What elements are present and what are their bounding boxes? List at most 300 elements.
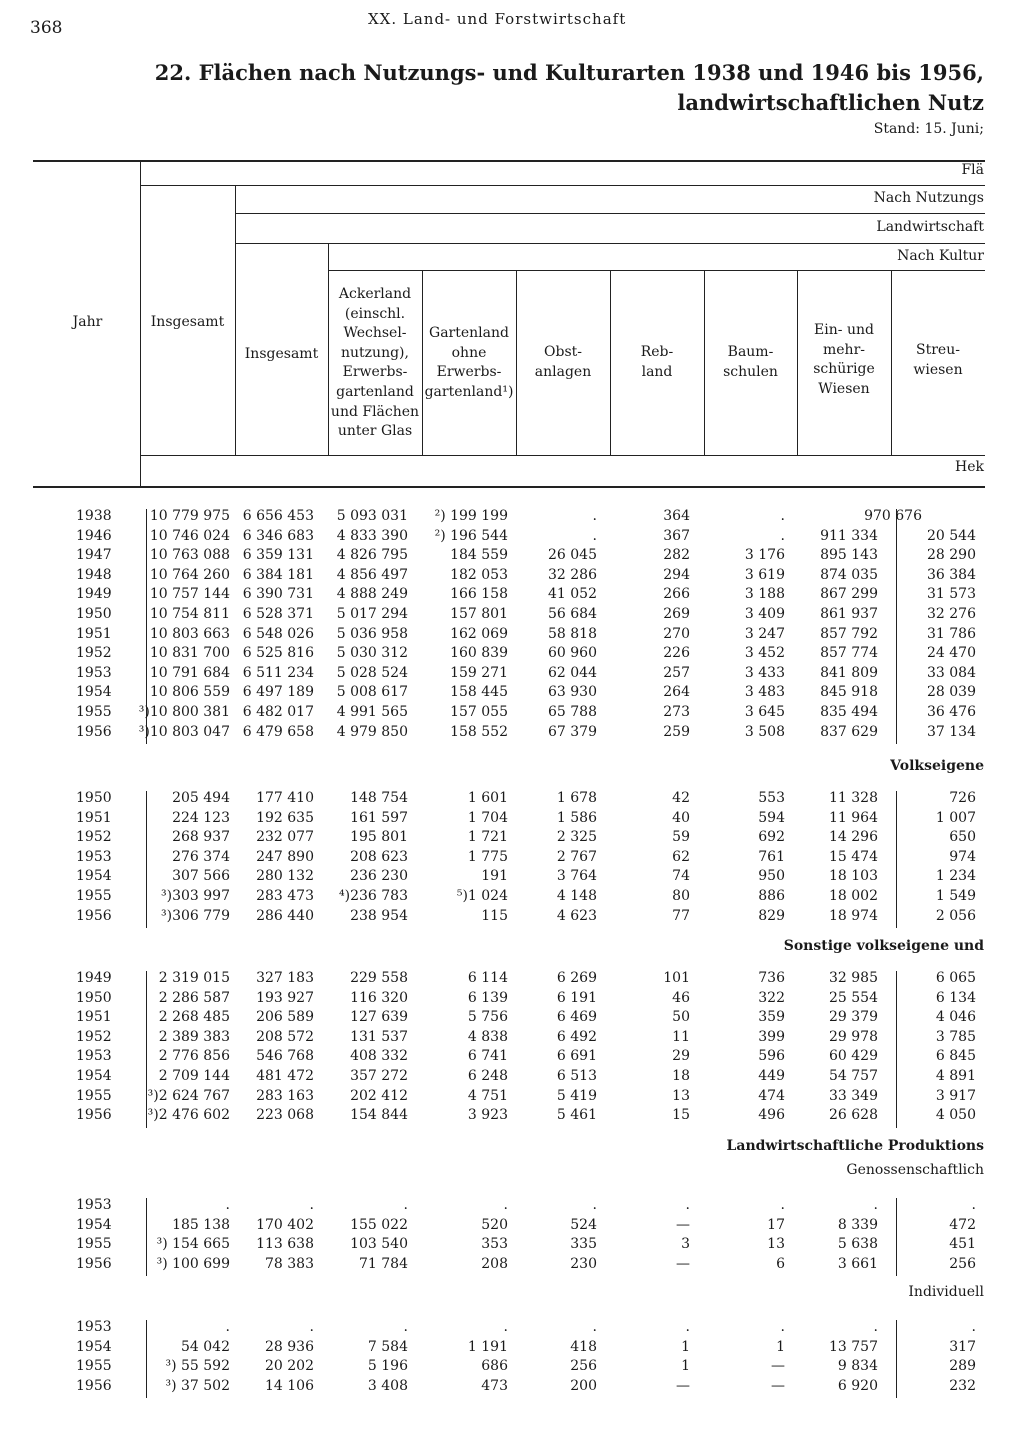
- cell-insgesamt: 2 709 144: [158, 1068, 230, 1084]
- kultur-rule: [328, 270, 985, 271]
- year-cell: 1938: [76, 508, 112, 524]
- cell-rebland: 18: [672, 1068, 690, 1084]
- cell-streuwiesen: 289: [949, 1358, 976, 1375]
- cell-wiesen: 895 143: [820, 547, 878, 564]
- section-year-rule: [146, 1198, 147, 1276]
- cell-baumschulen: 496: [758, 1107, 785, 1124]
- cell-streuwiesen: 974: [949, 848, 976, 865]
- cell-baumschulen: —: [771, 1377, 785, 1394]
- cell-wiesen: 26 628: [829, 1107, 878, 1124]
- cell-obstanlagen: 1 678: [556, 790, 597, 806]
- header-line: Ein- und: [814, 322, 874, 338]
- cell-insgesamt: 224 123: [172, 809, 230, 826]
- section-wiesen-rule: [896, 791, 897, 928]
- cell-lw-insgesamt: 232 077: [256, 829, 314, 846]
- cell-ackerland: 3 408: [367, 1377, 408, 1394]
- cell-insgesamt: 10 779 975: [149, 508, 230, 524]
- cell-gartenland: 157 055: [450, 704, 508, 720]
- year-cell: 1953: [76, 664, 112, 681]
- cell-streuwiesen: 317: [949, 1338, 976, 1355]
- cell-obstanlagen: 418: [570, 1338, 597, 1355]
- header-line: wiesen: [913, 361, 963, 378]
- cell-lw-insgesamt: 28 936: [265, 1338, 314, 1355]
- year-cell: 1956: [76, 1255, 112, 1272]
- table-title: 22. Flächen nach Nutzungs- und Kulturarten 1938 und 1946 bis 1956,: [154, 60, 984, 85]
- year-cell: 1955: [76, 888, 112, 904]
- cell-wiesen: .: [873, 1319, 878, 1335]
- header-streuwiesen: [891, 341, 985, 380]
- cell-lw-insgesamt: 6 548 026: [242, 625, 314, 642]
- cell-baumschulen: 449: [758, 1068, 785, 1084]
- cell-wiesen: 845 918: [820, 684, 878, 701]
- cell-rebland: 46: [672, 989, 690, 1006]
- cell-streuwiesen: 31 573: [927, 586, 976, 603]
- cell-ackerland: .: [403, 1319, 408, 1335]
- cell-obstanlagen: 1 586: [556, 809, 597, 826]
- cell-obstanlagen: 4 148: [556, 888, 597, 904]
- year-cell: 1947: [76, 547, 112, 564]
- cell-baumschulen: 1: [776, 1338, 785, 1355]
- cell-wiesen: 29 978: [829, 1028, 878, 1045]
- header-line: gartenland¹): [424, 383, 514, 400]
- cell-ackerland: 7 584: [367, 1338, 408, 1355]
- cell-insgesamt: ³)2 476 602: [147, 1107, 230, 1124]
- cell-gartenland: 4 838: [467, 1028, 508, 1045]
- cell-insgesamt: ³)303 997: [161, 888, 230, 904]
- cell-baumschulen: .: [780, 508, 785, 524]
- header-line: ohne: [451, 344, 487, 361]
- cell-ackerland: 5 030 312: [336, 645, 408, 662]
- cell-gartenland: 5 756: [467, 1009, 508, 1026]
- cell-ackerland: 5 028 524: [336, 664, 408, 681]
- cell-rebland: 59: [672, 829, 690, 846]
- cell-gartenland: 1 721: [467, 829, 508, 846]
- year-cell: 1954: [76, 868, 112, 885]
- header-nach-nutzungs: Nach Nutzungs: [873, 190, 984, 206]
- year-cell: 1950: [76, 606, 112, 622]
- cell-ackerland: 5 017 294: [336, 606, 408, 622]
- header-rebland: [610, 343, 704, 382]
- cell-ackerland: 127 639: [350, 1009, 408, 1026]
- cell-gartenland: 6 139: [467, 989, 508, 1006]
- cell-wiesen: 11 328: [829, 790, 878, 806]
- cell-insgesamt: 10 763 088: [149, 547, 230, 564]
- cell-streuwiesen: 4 046: [935, 1009, 976, 1026]
- cell-lw-insgesamt: 6 359 131: [242, 547, 314, 564]
- year-cell: 1949: [76, 970, 112, 986]
- cell-wiesen: .: [873, 1197, 878, 1213]
- cell-rebland: 269: [663, 606, 690, 622]
- cell-wiesen: 54 757: [829, 1068, 878, 1084]
- cell-wiesen: 857 792: [820, 625, 878, 642]
- cell-obstanlagen: 62 044: [548, 664, 597, 681]
- cell-lw-insgesamt: 113 638: [256, 1236, 314, 1253]
- year-cell: 1953: [76, 1319, 112, 1335]
- cell-obstanlagen: 6 691: [556, 1048, 597, 1065]
- cell-obstanlagen: 6 191: [556, 989, 597, 1006]
- cell-lw-insgesamt: 177 410: [256, 790, 314, 806]
- cell-streuwiesen: 2 056: [935, 907, 976, 924]
- page-number: 368: [30, 18, 63, 38]
- cell-insgesamt: 2 389 383: [158, 1028, 230, 1045]
- cell-obstanlagen: 230: [570, 1255, 597, 1272]
- cell-obstanlagen: .: [592, 508, 597, 524]
- cell-streuwiesen: 1 007: [935, 809, 976, 826]
- cell-lw-insgesamt: .: [309, 1319, 314, 1335]
- cell-gartenland: 6 114: [467, 970, 508, 986]
- cell-streuwiesen: 726: [949, 790, 976, 806]
- cell-gartenland: 166 158: [450, 586, 508, 603]
- cell-insgesamt: ³) 55 592: [165, 1358, 230, 1375]
- year-cell: 1955: [76, 1087, 112, 1104]
- cell-ackerland: 229 558: [350, 970, 408, 986]
- header-line: Wiesen: [818, 380, 870, 397]
- cell-lw-insgesamt: 247 890: [256, 848, 314, 865]
- cell-gartenland: 1 775: [467, 848, 508, 865]
- cell-rebland: 50: [672, 1009, 690, 1026]
- cell-insgesamt: 10 806 559: [149, 684, 230, 701]
- cell-baumschulen: —: [771, 1358, 785, 1375]
- cell-gartenland: 208: [481, 1255, 508, 1272]
- running-header: XX. Land- und Forstwirtschaft: [368, 10, 627, 28]
- cell-rebland: .: [685, 1319, 690, 1335]
- cell-insgesamt: 185 138: [172, 1216, 230, 1233]
- cell-baumschulen: 736: [758, 970, 785, 986]
- cell-wiesen: 18 974: [829, 907, 878, 924]
- cell-lw-insgesamt: 206 589: [256, 1009, 314, 1026]
- cell-gartenland: .: [503, 1197, 508, 1213]
- cell-obstanlagen: 58 818: [548, 625, 597, 642]
- cell-obstanlagen: 67 379: [548, 723, 597, 740]
- cell-obstanlagen: 41 052: [548, 586, 597, 603]
- year-cell: 1951: [76, 1009, 112, 1026]
- cell-baumschulen: 3 188: [744, 586, 785, 603]
- cell-streuwiesen: 451: [949, 1236, 976, 1253]
- year-cell: 1955: [76, 1236, 112, 1253]
- cell-streuwiesen: 24 470: [927, 645, 976, 662]
- cell-gartenland: 158 552: [450, 723, 508, 740]
- cell-obstanlagen: 63 930: [548, 684, 597, 701]
- cell-gartenland: 1 704: [467, 809, 508, 826]
- cell-lw-insgesamt: 170 402: [256, 1216, 314, 1233]
- cell-baumschulen: 13: [767, 1236, 785, 1253]
- cell-ackerland: 5 008 617: [336, 684, 408, 701]
- cell-rebland: 40: [672, 809, 690, 826]
- header-line: Wechsel-: [343, 325, 407, 342]
- cell-baumschulen: 359: [758, 1009, 785, 1026]
- section-sublabel: Individuell: [908, 1284, 984, 1300]
- cell-rebland: 294: [663, 566, 690, 583]
- year-cell: 1949: [76, 586, 112, 603]
- cell-lw-insgesamt: 78 383: [265, 1255, 314, 1272]
- year-cell: 1956: [76, 723, 112, 740]
- cell-ackerland: 238 954: [350, 907, 408, 924]
- nutzungs-rule: [235, 213, 985, 214]
- cell-streuwiesen: 3 917: [935, 1087, 976, 1104]
- cell-baumschulen: 553: [758, 790, 785, 806]
- section-wiesen-rule: [896, 1198, 897, 1276]
- cell-streuwiesen: 28 290: [927, 547, 976, 564]
- cell-insgesamt: 10 791 684: [149, 664, 230, 681]
- cell-ackerland: 195 801: [350, 829, 408, 846]
- cell-streuwiesen: 1 549: [935, 888, 976, 904]
- cell-rebland: 74: [672, 868, 690, 885]
- year-cell: 1952: [76, 829, 112, 846]
- cell-gartenland: 159 271: [450, 664, 508, 681]
- year-cell: 1955: [76, 1358, 112, 1375]
- cell-gartenland: 158 445: [450, 684, 508, 701]
- section-wiesen-rule: [896, 1320, 897, 1398]
- header-wiesen: [797, 321, 891, 399]
- cell-gartenland: .: [503, 1319, 508, 1335]
- cell-baumschulen: 886: [758, 888, 785, 904]
- cell-lw-insgesamt: 6 656 453: [242, 508, 314, 524]
- cell-streuwiesen: 256: [949, 1255, 976, 1272]
- cell-obstanlagen: 256: [570, 1358, 597, 1375]
- cell-insgesamt: 10 754 811: [149, 606, 230, 622]
- section-wiesen-rule: [896, 509, 897, 744]
- header-line: Streu-: [916, 342, 960, 358]
- cell-baumschulen: 3 176: [744, 547, 785, 564]
- cell-baumschulen: 474: [758, 1087, 785, 1104]
- cell-rebland: 29: [672, 1048, 690, 1065]
- cell-gartenland: 115: [481, 907, 508, 924]
- cell-lw-insgesamt: 6 528 371: [242, 606, 314, 622]
- cell-insgesamt: 307 566: [172, 868, 230, 885]
- cell-wiesen: 18 002: [829, 888, 878, 904]
- header-line: unter Glas: [337, 423, 413, 440]
- landwirtschaft-rule: [235, 243, 985, 244]
- cell-wiesen: 32 985: [829, 970, 878, 986]
- cell-gartenland: 1 601: [467, 790, 508, 806]
- cell-wiesen: 874 035: [820, 566, 878, 583]
- header-line: schürige: [813, 361, 875, 378]
- cell-gartenland: 162 069: [450, 625, 508, 642]
- header-line: gartenland: [336, 383, 414, 400]
- header-top-rule: [33, 160, 985, 162]
- year-cell: 1951: [76, 809, 112, 826]
- cell-baumschulen: 3 433: [744, 664, 785, 681]
- header-line: Erwerbs-: [436, 364, 502, 381]
- section-year-rule: [146, 1320, 147, 1398]
- cell-streuwiesen: 4 891: [935, 1068, 976, 1084]
- cell-obstanlagen: .: [592, 527, 597, 544]
- cell-rebland: 62: [672, 848, 690, 865]
- section-sublabel: Genossenschaftlich: [846, 1162, 984, 1178]
- cell-ackerland: 154 844: [350, 1107, 408, 1124]
- cell-wiesen: 60 429: [829, 1048, 878, 1065]
- cell-ackerland: 4 833 390: [336, 527, 408, 544]
- cell-streuwiesen: 6 845: [935, 1048, 976, 1065]
- cell-baumschulen: .: [780, 1197, 785, 1213]
- cell-wiesen: 8 339: [837, 1216, 878, 1233]
- cell-ackerland: 4 826 795: [336, 547, 408, 564]
- cell-wiesen: 9 834: [837, 1358, 878, 1375]
- cell-lw-insgesamt: 481 472: [256, 1068, 314, 1084]
- cell-rebland: 42: [672, 790, 690, 806]
- header-ackerland: [328, 285, 422, 442]
- cell-lw-insgesamt: 14 106: [265, 1377, 314, 1394]
- cell-rebland: 3: [681, 1236, 690, 1253]
- cell-baumschulen: 322: [758, 989, 785, 1006]
- cell-insgesamt: ³)306 779: [161, 907, 230, 924]
- cell-ackerland: 4 856 497: [336, 566, 408, 583]
- cell-rebland: —: [676, 1216, 690, 1233]
- header-obstanlagen: [516, 343, 610, 382]
- cell-streuwiesen: 31 786: [927, 625, 976, 642]
- cell-baumschulen: 829: [758, 907, 785, 924]
- cell-obstanlagen: 26 045: [548, 547, 597, 564]
- cell-insgesamt: 10 746 024: [149, 527, 230, 544]
- cell-ackerland: 161 597: [350, 809, 408, 826]
- cell-gartenland: ⁵)1 024: [456, 888, 508, 904]
- cell-rebland: 257: [663, 664, 690, 681]
- cell-insgesamt: ³) 100 699: [156, 1255, 230, 1272]
- cell-lw-insgesamt: 6 390 731: [242, 586, 314, 603]
- cell-rebland: 270: [663, 625, 690, 642]
- cell-gartenland: ²) 196 544: [434, 527, 508, 544]
- header-line: anlagen: [534, 363, 592, 380]
- cell-ackerland: 208 623: [350, 848, 408, 865]
- year-cell: 1956: [76, 907, 112, 924]
- cell-ackerland: 4 979 850: [336, 723, 408, 740]
- cell-lw-insgesamt: 283 163: [256, 1087, 314, 1104]
- cell-lw-insgesamt: 6 497 189: [242, 684, 314, 701]
- header-bottom-rule: [33, 486, 985, 488]
- cell-insgesamt: 10 831 700: [149, 645, 230, 662]
- cell-streuwiesen: 37 134: [927, 723, 976, 740]
- cell-gartenland: 6 741: [467, 1048, 508, 1065]
- cell-ackerland: 5 196: [367, 1358, 408, 1375]
- year-cell: 1954: [76, 1068, 112, 1084]
- header-line: Erwerbs-: [342, 364, 408, 381]
- cell-baumschulen: 3 483: [744, 684, 785, 701]
- cell-insgesamt: 268 937: [172, 829, 230, 846]
- year-cell: 1953: [76, 1048, 112, 1065]
- cell-baumschulen: 594: [758, 809, 785, 826]
- cell-lw-insgesamt: 286 440: [256, 907, 314, 924]
- cell-rebland: 266: [663, 586, 690, 603]
- header-line: nutzung),: [341, 344, 409, 361]
- cell-lw-insgesamt: 6 525 816: [242, 645, 314, 662]
- header-baumschulen: [704, 343, 797, 382]
- cell-streuwiesen: 33 084: [927, 664, 976, 681]
- cell-obstanlagen: 56 684: [548, 606, 597, 622]
- cell-rebland: 264: [663, 684, 690, 701]
- cell-streuwiesen: 32 276: [927, 606, 976, 622]
- cell-insgesamt: 2 776 856: [158, 1048, 230, 1065]
- year-cell: 1956: [76, 1107, 112, 1124]
- cell-gartenland: ²) 199 199: [434, 508, 508, 524]
- cell-ackerland: 4 888 249: [336, 586, 408, 603]
- cell-streuwiesen: 472: [949, 1216, 976, 1233]
- cell-rebland: —: [676, 1377, 690, 1394]
- header-line: Baum-: [727, 344, 774, 360]
- cell-wiesen: 25 554: [829, 989, 878, 1006]
- cell-obstanlagen: .: [592, 1197, 597, 1213]
- cell-baumschulen: 692: [758, 829, 785, 846]
- cell-gartenland: 353: [481, 1236, 508, 1253]
- cell-obstanlagen: 6 469: [556, 1009, 597, 1026]
- cell-rebland: 80: [672, 888, 690, 904]
- cell-rebland: 1: [681, 1338, 690, 1355]
- cell-wiesen: 13 757: [829, 1338, 878, 1355]
- cell-baumschulen: 761: [758, 848, 785, 865]
- year-cell: 1954: [76, 1216, 112, 1233]
- cell-gartenland: 157 801: [450, 606, 508, 622]
- cell-lw-insgesamt: 223 068: [256, 1107, 314, 1124]
- cell-baumschulen: 3 247: [744, 625, 785, 642]
- cell-gartenland: 473: [481, 1377, 508, 1394]
- cell-obstanlagen: 6 269: [556, 970, 597, 986]
- cell-lw-insgesamt: 546 768: [256, 1048, 314, 1065]
- cell-lw-insgesamt: 193 927: [256, 989, 314, 1006]
- cell-streuwiesen: .: [971, 1319, 976, 1335]
- cell-lw-insgesamt: 208 572: [256, 1028, 314, 1045]
- cell-ackerland: 131 537: [350, 1028, 408, 1045]
- cell-streuwiesen: 36 384: [927, 566, 976, 583]
- header-gartenland: [422, 324, 516, 402]
- year-cell: 1952: [76, 645, 112, 662]
- cell-lw-insgesamt: 283 473: [256, 888, 314, 904]
- cell-rebland: 226: [663, 645, 690, 662]
- cell-wiesen: 33 349: [829, 1087, 878, 1104]
- year-cell: 1951: [76, 625, 112, 642]
- header-line: mehr-: [823, 341, 865, 358]
- header-line: Reb-: [640, 344, 674, 360]
- cell-lw-insgesamt: 192 635: [256, 809, 314, 826]
- cell-obstanlagen: 32 286: [548, 566, 597, 583]
- cell-gartenland: 520: [481, 1216, 508, 1233]
- cell-lw-insgesamt: 280 132: [256, 868, 314, 885]
- cell-baumschulen: 6: [776, 1255, 785, 1272]
- header-line: und Flächen: [330, 403, 420, 420]
- cell-baumschulen: 3 409: [744, 606, 785, 622]
- cell-baumschulen: 3 452: [744, 645, 785, 662]
- cell-obstanlagen: .: [592, 1319, 597, 1335]
- header-insgesamt: Insgesamt: [150, 314, 225, 330]
- cell-rebland: 15: [672, 1107, 690, 1124]
- section-label: Sonstige volkseigene und: [783, 938, 984, 954]
- cell-obstanlagen: 5 461: [556, 1107, 597, 1124]
- table-title-continued: landwirtschaftlichen Nutz: [677, 90, 984, 115]
- unit-rule: [140, 455, 985, 456]
- cell-insgesamt: ³)10 800 381: [138, 704, 230, 720]
- cell-ackerland: 116 320: [350, 989, 408, 1006]
- stand-note: Stand: 15. Juni;: [873, 121, 984, 137]
- year-cell: 1950: [76, 790, 112, 806]
- cell-gartenland: 6 248: [467, 1068, 508, 1084]
- cell-streuwiesen: 4 050: [935, 1107, 976, 1124]
- cell-rebland: 11: [672, 1028, 690, 1045]
- cell-ackerland: 103 540: [350, 1236, 408, 1253]
- cell-obstanlagen: 2 767: [556, 848, 597, 865]
- section-year-rule: [146, 791, 147, 928]
- year-cell: 1950: [76, 989, 112, 1006]
- cell-gartenland: 184 559: [450, 547, 508, 564]
- cell-ackerland: 148 754: [350, 790, 408, 806]
- cell-obstanlagen: 3 764: [556, 868, 597, 885]
- cell-gartenland: 686: [481, 1358, 508, 1375]
- header-line: Ackerland: [338, 286, 412, 302]
- cell-wiesen: 3 661: [837, 1255, 878, 1272]
- cell-insgesamt: 2 319 015: [158, 970, 230, 986]
- cell-streuwiesen: 36 476: [927, 704, 976, 720]
- cell-streuwiesen: 3 785: [935, 1028, 976, 1045]
- header-jahr: Jahr: [72, 314, 103, 330]
- cell-wiesen: 6 920: [837, 1377, 878, 1394]
- cell-lw-insgesamt: 6 479 658: [242, 723, 314, 740]
